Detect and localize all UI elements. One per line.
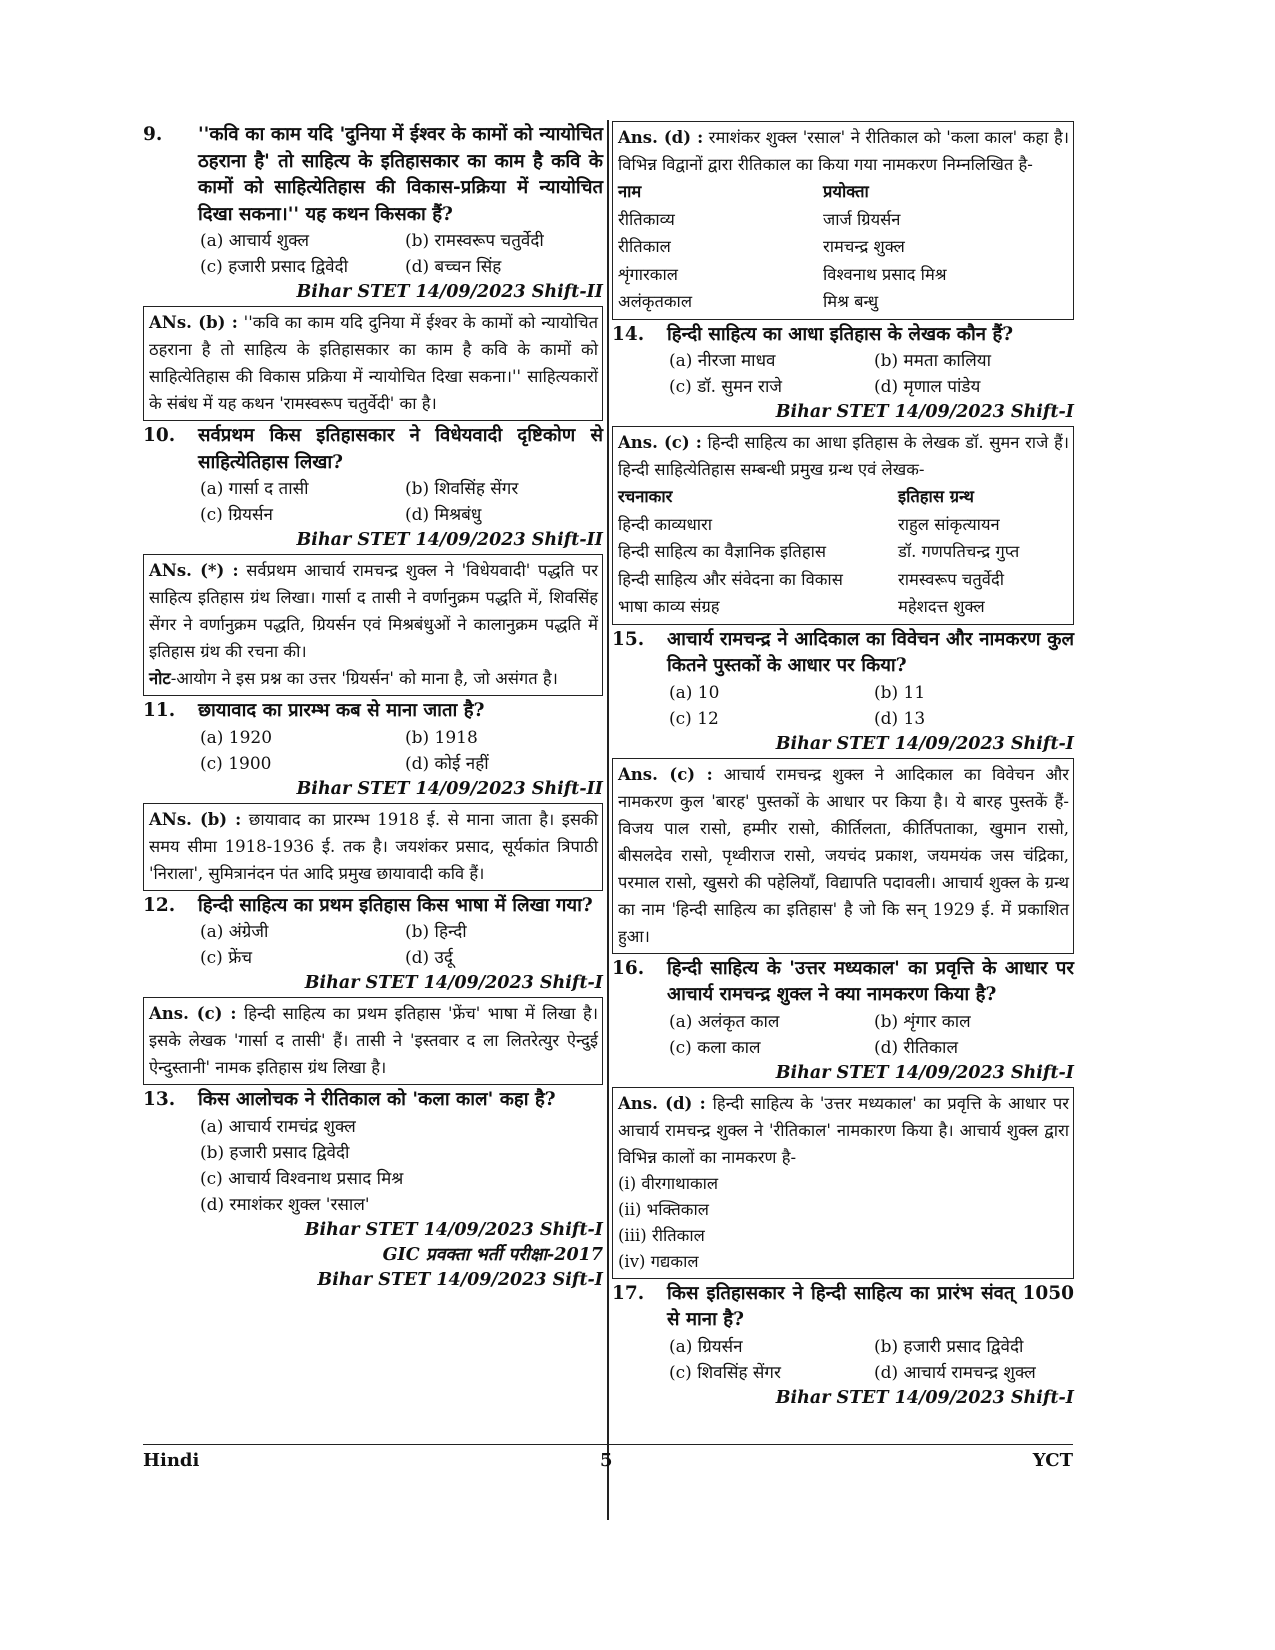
option: (d) बच्चन सिंह [405,257,502,277]
option: (c) फ्रेंच [200,948,253,968]
options [143,919,603,971]
option: (a) गार्सा द तासी [200,479,309,499]
table-cell: भाषा काव्य संग्रह [618,597,720,616]
table-cell: रामचन्द्र शुक्ल [823,237,905,256]
answer-box [143,803,603,891]
answer-box [612,426,1074,625]
exam-source: Bihar STET 14/09/2023 Shift-II [296,282,603,302]
question-text: आचार्य रामचन्द्र ने आदिकाल का विवेचन और नामकरण कुल कितने पुस्तकों के आधार पर किया? [667,628,1074,676]
table-cell: डॉ. गणपतिचन्द्र गुप्त [898,542,1020,561]
question-number: 9. [143,124,163,145]
answer-box [612,758,1074,954]
answer-box [612,1087,1074,1279]
note-label: नोट [149,669,171,688]
question-12 [143,893,603,920]
options [143,228,603,280]
option: (d) आचार्य रामचन्द्र शुक्ल [874,1362,1036,1383]
question-text: किस इतिहासकार ने हिन्दी साहित्य का प्रारंभ संवत् 1050 से माना है? [667,1282,1074,1330]
answer-text: आचार्य रामचन्द्र शुक्ल ने आदिकाल का विवेचन और नामकरण कुल 'बारह' पुस्तकों के आधार पर किया है। ये बारह पुस्तकें हैं- विजय पाल रासो, हम्मीर रासो, कीर्तिलता, कीर्तिपताका, खुमान रासो, बीसलदेव रासो, पृथ्वीराज रासो, जयचंद प्रकाश, जयमयंक जस चंद्रिका, परमाल रासो, खुसरो की पहेलियाँ, विद्यापति पदावली। आचार्य शुक्ल के ग्रन्थ का नाम 'हिन्दी साहित्य का इतिहास' है जो कि सन् 1929 ई. में प्रकाशित हुआ। [618,764,1069,946]
option: (c) आचार्य विश्वनाथ प्रसाद मिश्र [200,1168,404,1189]
options [143,725,603,777]
answer-label: Ans. (d) : [618,128,704,147]
question-text: हिन्दी साहित्य का प्रथम इतिहास किस भाषा में लिखा गया? [198,894,593,916]
table-cell: हिन्दी काव्यधारा [618,514,713,534]
table-cell: रीतिकाल [618,237,671,256]
option: (a) अंग्रेजी [200,922,269,942]
table-cell: हिन्दी साहित्य और संवेदना का विकास [618,569,843,589]
option: (b) हजारी प्रसाद द्विवेदी [874,1336,1024,1357]
exam-source: Bihar STET 14/09/2023 Shift-II [296,778,603,799]
exam-source: Bihar STET 14/09/2023 Shift-I [775,1387,1074,1408]
table-cell: जार्ज ग्रियर्सन [823,209,901,229]
answer-text: हिन्दी साहित्य का प्रथम इतिहास 'फ्रेंच' भाषा में लिखा है। इसके लेखक 'गार्सा द तासी' हैं। तासी ने 'इस्तवार द ला लितरेत्युर ऐन्दुई ऐन्दुस्तानी' नामक इतिहास ग्रंथ लिखा है। [149,1004,598,1077]
table-header: प्रयोक्ता [823,182,869,201]
option: (b) शृंगार काल [874,1011,971,1032]
question-11 [143,698,603,725]
question-number: 14. [612,323,645,345]
option: (d) मिश्रबंधु [405,505,482,525]
answer-label: Ans. (c) : [618,433,702,452]
note [149,665,598,692]
table-cell: हिन्दी साहित्य का वैज्ञानिक इतिहास [618,542,827,561]
question-16 [612,956,1074,1009]
answer-text: हिन्दी साहित्य का आधा इतिहास के लेखक डॉ. सुमन राजे हैं। हिन्दी साहित्येतिहास सम्बन्धी प्रमुख ग्रन्थ एवं लेखक- [618,433,1069,479]
right-column [612,120,1074,1411]
answer-label: Ans. (c) : [618,764,713,784]
answer-text: सर्वप्रथम आचार्य रामचन्द्र शुक्ल ने 'विधेयवादी' पद्धति पर साहित्य इतिहास ग्रंथ लिखा। गार्सा द तासी ने वर्णानुक्रम पद्धति में, शिवसिंह सेंगर ने वर्णानुक्रम पद्धति, ग्रियर्सन एवं मिश्रबंधुओं ने कालानुक्रम पद्धति में इतिहास ग्रंथ की रचना की। [149,561,598,661]
question-number: 17. [612,1282,645,1304]
option: (b) ममता कालिया [874,351,992,371]
option: (c) 1900 [200,753,272,774]
footer-subject: Hindi [143,1450,200,1471]
naming-table [618,178,1069,316]
option: (a) नीरजा माधव [669,351,776,371]
question-9 [143,122,603,228]
question-17 [612,1281,1074,1334]
question-14 [612,322,1074,349]
table-cell: शृंगारकाल [618,264,678,284]
option: (a) 10 [669,682,720,703]
option: (d) मृणाल पांडेय [874,377,981,397]
option: (b) रामस्वरूप चतुर्वेदी [405,231,544,251]
answer-label: Ans. (d) : [618,1093,706,1113]
option: (b) हजारी प्रसाद द्विवेदी [200,1142,350,1163]
option: (a) ग्रियर्सन [669,1336,743,1357]
answer-text: छायावाद का प्रारम्भ 1918 ई. से माना जाता है। इसकी समय सीमा 1918-1936 ई. तक है। जयशंकर प्रसाद, सूर्यकांत त्रिपाठी 'निराला', सुमित्रानंदन पंत आदि प्रमुख छायावादी कवि हैं। [149,809,598,883]
table-cell: विश्वनाथ प्रसाद मिश्र [823,264,947,284]
option: (a) अलंकृत काल [669,1011,780,1032]
answer-label: ANs. (*) : [149,561,239,580]
footer-publisher: YCT [1032,1450,1073,1471]
table-cell: रामस्वरूप चतुर्वेदी [898,569,1005,589]
option: (c) ग्रियर्सन [200,505,273,525]
option: (a) आचार्य शुक्ल [200,231,309,251]
footer-rule [143,1444,1073,1445]
option: (d) 13 [874,708,926,729]
question-text: ''कवि का काम यदि 'दुनिया में ईश्वर के कामों को न्यायोचित ठहराना है' तो साहित्य के इतिहासकार का काम है कवि के कामों को साहित्येतिहास की विकास-प्रक्रिया में न्यायोचित दिखा सकना।'' यह कथन किसका हैं? [198,124,603,225]
exam-source: Bihar STET 14/09/2023 Shift-I [304,973,603,993]
table-cell: रीतिकाव्य [618,209,675,229]
list-item: (i) वीरगाथाकाल [618,1173,719,1193]
question-text: हिन्दी साहित्य का आधा इतिहास के लेखक कौन हैं? [667,323,1014,345]
list-item: (ii) भक्तिकाल [618,1199,709,1219]
exam-source: Bihar STET 14/09/2023 Shift-I [304,1219,603,1240]
table-cell: मिश्र बन्धु [823,292,879,311]
option: (c) हजारी प्रसाद द्विवेदी [200,257,349,277]
table-cell: राहुल सांकृत्यायन [898,514,1000,534]
option: (d) कोई नहीं [405,753,489,774]
list-item: (iii) रीतिकाल [618,1225,705,1245]
table-header: रचनाकार [618,487,673,506]
table-header: इतिहास ग्रन्थ [898,487,974,506]
options [612,1334,1074,1386]
question-number: 12. [143,894,176,916]
options [612,348,1074,400]
list-item: (iv) गद्यकाल [618,1251,699,1271]
question-number: 16. [612,957,645,979]
option: (c) शिवसिंह सेंगर [669,1362,781,1383]
history-books-table [618,483,1069,621]
option: (c) डॉ. सुमन राजे [669,377,782,397]
option: (d) उर्दू [405,948,453,968]
answer-label: Ans. (c) : [149,1004,237,1023]
question-number: 11. [143,700,176,721]
note-text: -आयोग ने इस प्रश्न का उत्तर 'ग्रियर्सन' को माना है, जो असंगत है। [170,669,558,688]
answer-box [143,997,603,1085]
option: (c) 12 [669,708,719,729]
answer-text: हिन्दी साहित्य के 'उत्तर मध्यकाल' का प्रवृत्ति के आधार पर आचार्य रामचन्द्र शुक्ल ने 'रीतिकाल' नामकारण किया है। आचार्य शुक्ल द्वारा विभिन्न कालों का नामकरण है- [618,1093,1070,1167]
exam-source: GIC प्रवक्ता भर्ती परीक्षा-2017 [382,1244,603,1265]
option: (a) आचार्य रामचंद्र शुक्ल [200,1116,356,1137]
column-divider [607,120,609,1520]
question-13 [143,1087,603,1114]
answer-text: ''कवि का काम यदि दुनिया में ईश्वर के कामों को न्यायोचित ठहराना है तो साहित्य के इतिहासकार का काम है कवि के कामों को साहित्येतिहास की विकास प्रक्रिया में न्यायोचित दिखा सकना।'' साहित्यकारों के संबंध में यह कथन 'रामस्वरूप चतुर्वेदी' का है। [149,313,598,413]
answer-box [143,306,603,421]
question-number: 15. [612,628,645,650]
question-text: किस आलोचक ने रीतिकाल को 'कला काल' कहा है? [198,1089,556,1110]
exam-source: Bihar STET 14/09/2023 Shift-II [296,530,603,550]
question-15 [612,627,1074,680]
page-number: 5 [600,1450,613,1471]
options [612,680,1074,732]
options [143,1114,603,1218]
question-number: 10. [143,425,176,446]
period-list [618,1171,1069,1275]
table-cell: महेशदत्त शुक्ल [898,597,985,616]
option: (b) 1918 [405,727,478,748]
question-10 [143,423,603,476]
answer-text: रमाशंकर शुक्ल 'रसाल' ने रीतिकाल को 'कला काल' कहा है। विभिन्न विद्वानों द्वारा रीतिकाल का किया गया नामकरण निम्नलिखित है- [618,128,1069,174]
answer-box [143,554,603,696]
option: (d) रीतिकाल [874,1037,958,1058]
option: (b) 11 [874,682,926,703]
option: (b) शिवसिंह सेंगर [405,479,519,499]
left-column [143,120,603,1293]
exam-source: Bihar STET 14/09/2023 Shift-I [775,733,1074,754]
option: (b) हिन्दी [405,922,467,942]
option: (c) कला काल [669,1037,761,1058]
table-header: नाम [618,182,642,201]
exam-source: Bihar STET 14/09/2023 Shift-I [775,402,1074,422]
exam-source: Bihar STET 14/09/2023 Shift-I [775,1062,1074,1083]
answer-label: ANs. (b) : [149,313,238,332]
option: (a) 1920 [200,727,273,748]
answer-label: ANs. (b) : [149,809,242,829]
options [612,1009,1074,1061]
answer-box [612,121,1074,320]
question-number: 13. [143,1089,176,1110]
question-text: छायावाद का प्रारम्भ कब से माना जाता है? [198,700,485,721]
question-text: सर्वप्रथम किस इतिहासकार ने विधेयवादी दृष्टिकोण से साहित्येतिहास लिखा? [198,425,603,473]
exam-source: Bihar STET 14/09/2023 Sift-I [317,1269,603,1290]
table-cell: अलंकृतकाल [618,292,693,311]
option: (d) रमाशंकर शुक्ल 'रसाल' [200,1194,370,1215]
question-text: हिन्दी साहित्य के 'उत्तर मध्यकाल' का प्रवृत्ति के आधार पर आचार्य रामचन्द्र शुक्ल ने क्या नामकरण किया है? [667,957,1074,1005]
options [143,476,603,528]
